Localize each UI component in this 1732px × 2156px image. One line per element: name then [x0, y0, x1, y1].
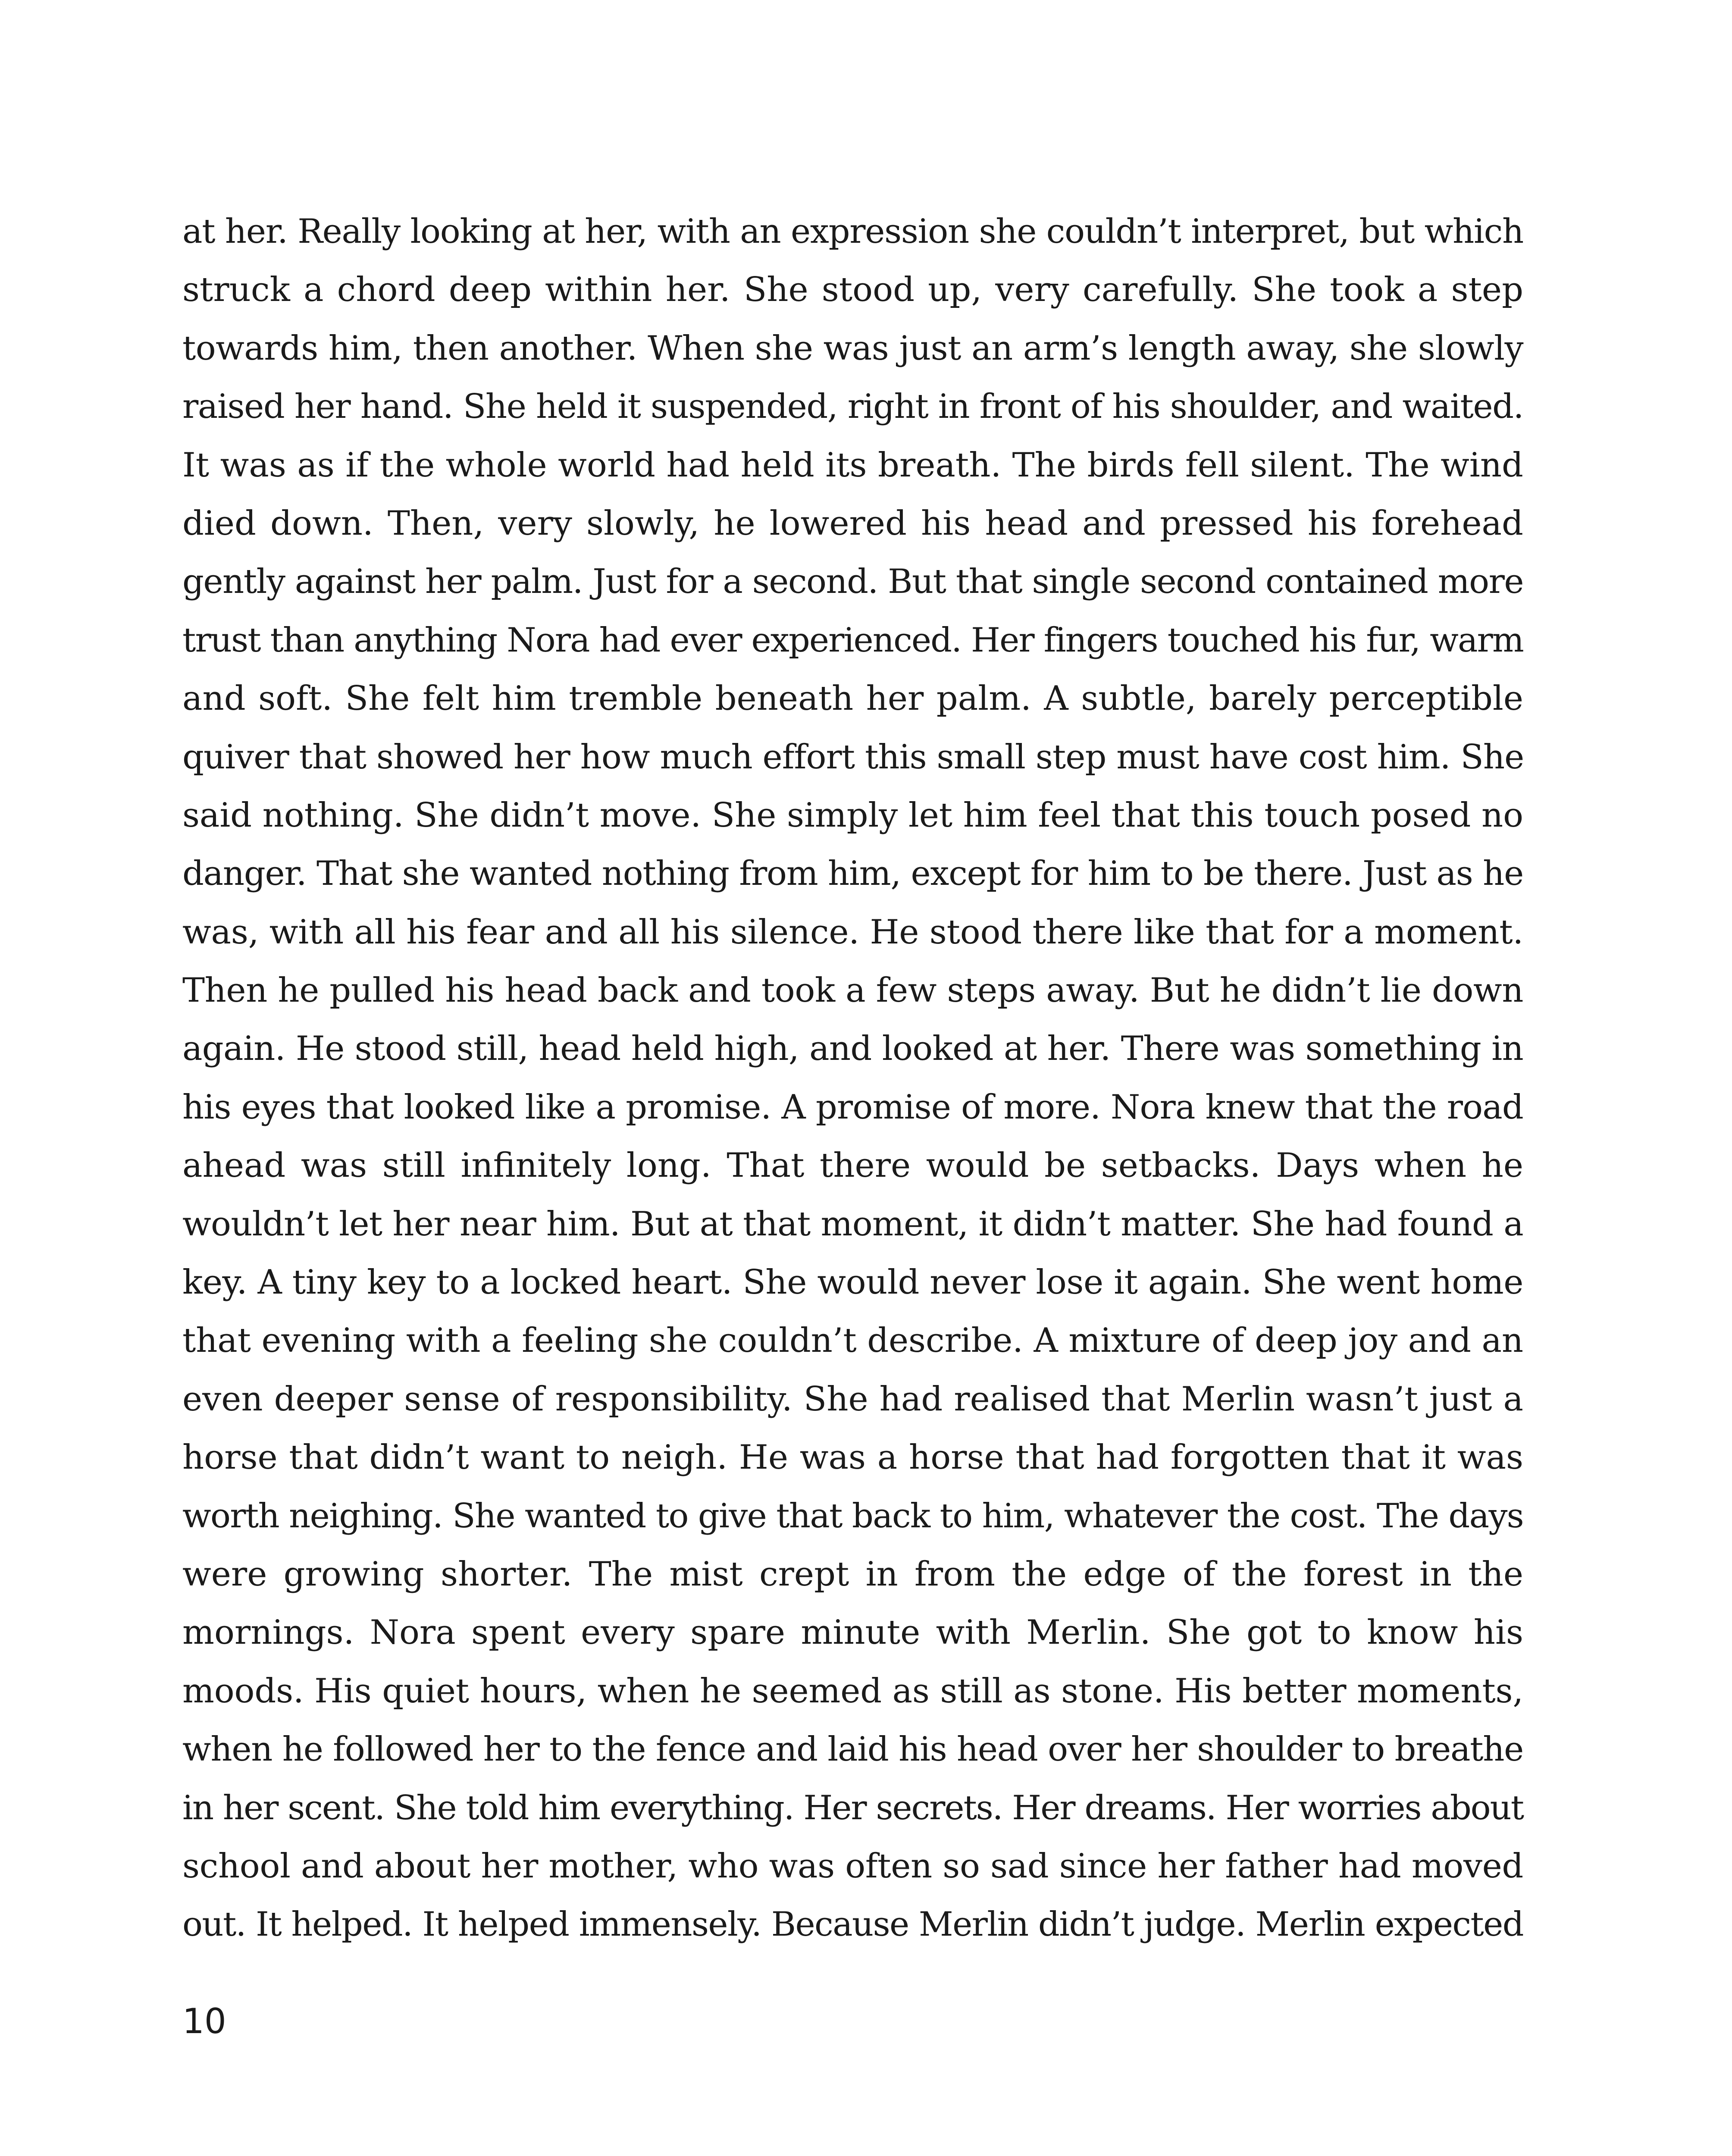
- text-line: and soft. She felt him tremble beneath her palm. A subtle, barely perceptible: [182, 679, 1523, 718]
- text-line: horse that didn’t want to neigh. He was a horse that had forgotten that it was: [182, 1438, 1523, 1477]
- text-line: ahead was still infinitely long. That there would be setbacks. Days when he: [182, 1146, 1523, 1185]
- text-line: were growing shorter. The mist crept in from the edge of the forest in the: [182, 1554, 1523, 1594]
- text-line: quiver that showed her how much effort this small step must have cost him. She: [182, 737, 1524, 777]
- text-line: worth neighing. She wanted to give that back to him, whatever the cost. The days: [182, 1496, 1523, 1536]
- text-line: died down. Then, very slowly, he lowered his head and pressed his forehead: [182, 504, 1523, 543]
- text-line: key. A tiny key to a locked heart. She would never lose it again. She went home: [182, 1263, 1523, 1302]
- text-line: trust than anything Nora had ever experienced. Her fingers touched his fur, warm: [182, 620, 1523, 660]
- text-line: even deeper sense of responsibility. She had realised that Merlin wasn’t just a: [182, 1379, 1523, 1419]
- text-line: towards him, then another. When she was just an arm’s length away, she slowly: [182, 329, 1523, 368]
- text-line: Then he pulled his head back and took a few steps away. But he didn’t lie down: [182, 971, 1523, 1010]
- text-line: was, with all his fear and all his silence. He stood there like that for a moment.: [182, 912, 1523, 952]
- text-line: danger. That she wanted nothing from him, except for him to be there. Just as he: [182, 854, 1523, 893]
- text-line: at her. Really looking at her, with an expression she couldn’t interpret, but which: [182, 212, 1523, 251]
- text-line: wouldn’t let her near him. But at that moment, it didn’t matter. She had found a: [182, 1204, 1523, 1244]
- text-line: in her scent. She told him everything. Her secrets. Her dreams. Her worries about: [182, 1788, 1523, 1827]
- text-line: struck a chord deep within her. She stood up, very carefully. She took a step: [182, 270, 1523, 310]
- body-text: [182, 203, 1523, 1954]
- text-line: raised her hand. She held it suspended, right in front of his shoulder, and waited.: [182, 387, 1523, 426]
- text-line: school and about her mother, who was often so sad since her father had moved: [182, 1846, 1523, 1886]
- text-line: his eyes that looked like a promise. A promise of more. Nora knew that the road: [182, 1087, 1523, 1127]
- text-line: said nothing. She didn’t move. She simply let him feel that this touch posed no: [182, 796, 1523, 835]
- text-line: when he followed her to the fence and laid his head over her shoulder to breathe: [182, 1730, 1523, 1769]
- text-line: out. It helped. It helped immensely. Because Merlin didn’t judge. Merlin expected: [182, 1905, 1523, 1944]
- text-line: moods. His quiet hours, when he seemed as still as stone. His better moments,: [182, 1671, 1523, 1711]
- text-line: gently against her palm. Just for a second. But that single second contained more: [182, 562, 1523, 602]
- text-line: that evening with a feeling she couldn’t describe. A mixture of deep joy and an: [182, 1321, 1523, 1360]
- page-number: 10: [182, 2001, 226, 2041]
- text-line: mornings. Nora spent every spare minute with Merlin. She got to know his: [182, 1613, 1523, 1652]
- text-line: again. He stood still, head held high, and looked at her. There was something in: [182, 1029, 1523, 1069]
- text-line: It was as if the whole world had held its breath. The birds fell silent. The wind: [182, 445, 1523, 485]
